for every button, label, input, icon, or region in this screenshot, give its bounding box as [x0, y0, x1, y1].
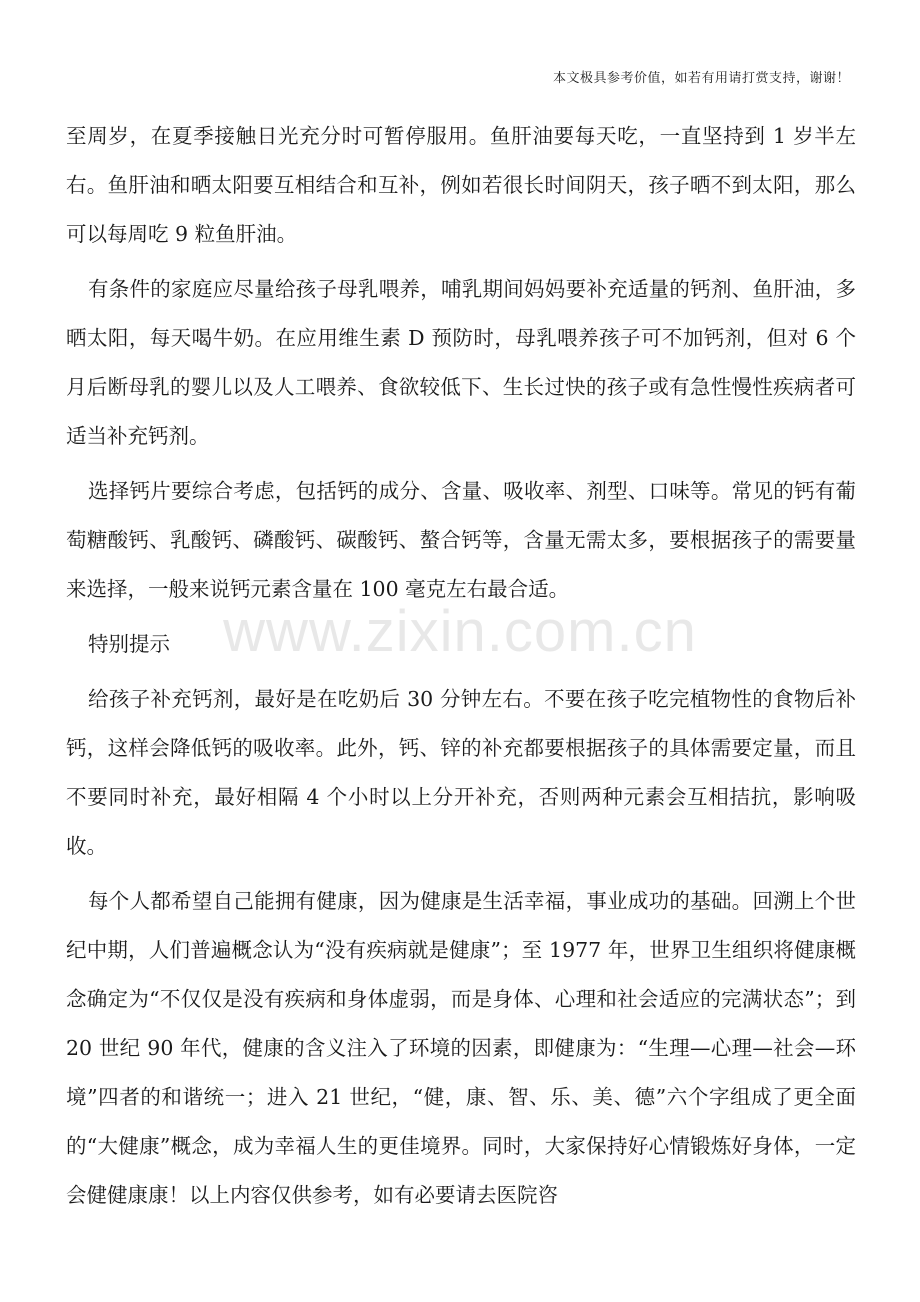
watermark: www.zixin.com.cn — [223, 599, 697, 664]
paragraph-breastfeeding: 有条件的家庭应尽量给孩子母乳喂养，哺乳期间妈妈要补充适量的钙剂、鱼肝油，多晒太阳，每天喝牛奶。在应用维生素 D 预防时，母乳喂养孩子可不加钙剂，但对 6 个月后断母乳的婴儿以及人工喂养、食欲较低下、生长过快的孩子或有急性慢性疾病者可适当补充钙剂。 — [66, 277, 856, 448]
paragraph-continuation: 至周岁，在夏季接触日光充分时可暂停服用。鱼肝油要每天吃，一直坚持到 1 岁半左右。鱼肝油和晒太阳要互相结合和互补，例如若很长时间阴天，孩子晒不到太阳，那么可以每周吃 9 粒鱼肝油。 — [66, 124, 856, 246]
document-body — [66, 112, 856, 1226]
paragraph-calcium-choice: 选择钙片要综合考虑，包括钙的成分、含量、吸收率、剂型、口味等。常见的钙有葡萄糖酸钙、乳酸钙、磷酸钙、碳酸钙、螯合钙等，含量无需太多，要根据孩子的需要量来选择，一般来说钙元素含量在 100 毫克左右最合适。 — [66, 479, 856, 601]
header-note: 本文极具参考价值，如若有用请打赏支持，谢谢！ — [552, 71, 850, 86]
section-subheading: 特别提示 — [88, 632, 170, 656]
paragraph-timing-tips: 给孩子补充钙剂，最好是在吃奶后 30 分钟左右。不要在孩子吃完植物性的食物后补钙，这样会降低钙的吸收率。此外，钙、锌的补充都要根据孩子的具体需要定量，而且不要同时补充，最好相隔 4 个小时以上分开补充，否则两种元素会互相拮抗，影响吸收。 — [66, 687, 856, 858]
paragraph-health-concept: 每个人都希望自己能拥有健康，因为健康是生活幸福，事业成功的基础。回溯上个世纪中期，人们普遍概念认为“没有疾病就是健康”；至 1977 年，世界卫生组织将健康概念确定为“不仅仅是没有疾病和身体虚弱，而是身体、心理和社会适应的完满状态”；到 20 世纪 90 年代，健康的含义注入了环境的因素，即健康为：“生理—心理—社会—环境”四者的和谐统一；进入 21 世纪，“健，康、智、乐、美、德”六个字组成了更全面的“大健康”概念，成为幸福人生的更佳境界。同时，大家保持好心情锻炼好身体，一定会健健康康！以上内容仅供参考，如有必要请去医院咨 — [66, 889, 856, 1207]
